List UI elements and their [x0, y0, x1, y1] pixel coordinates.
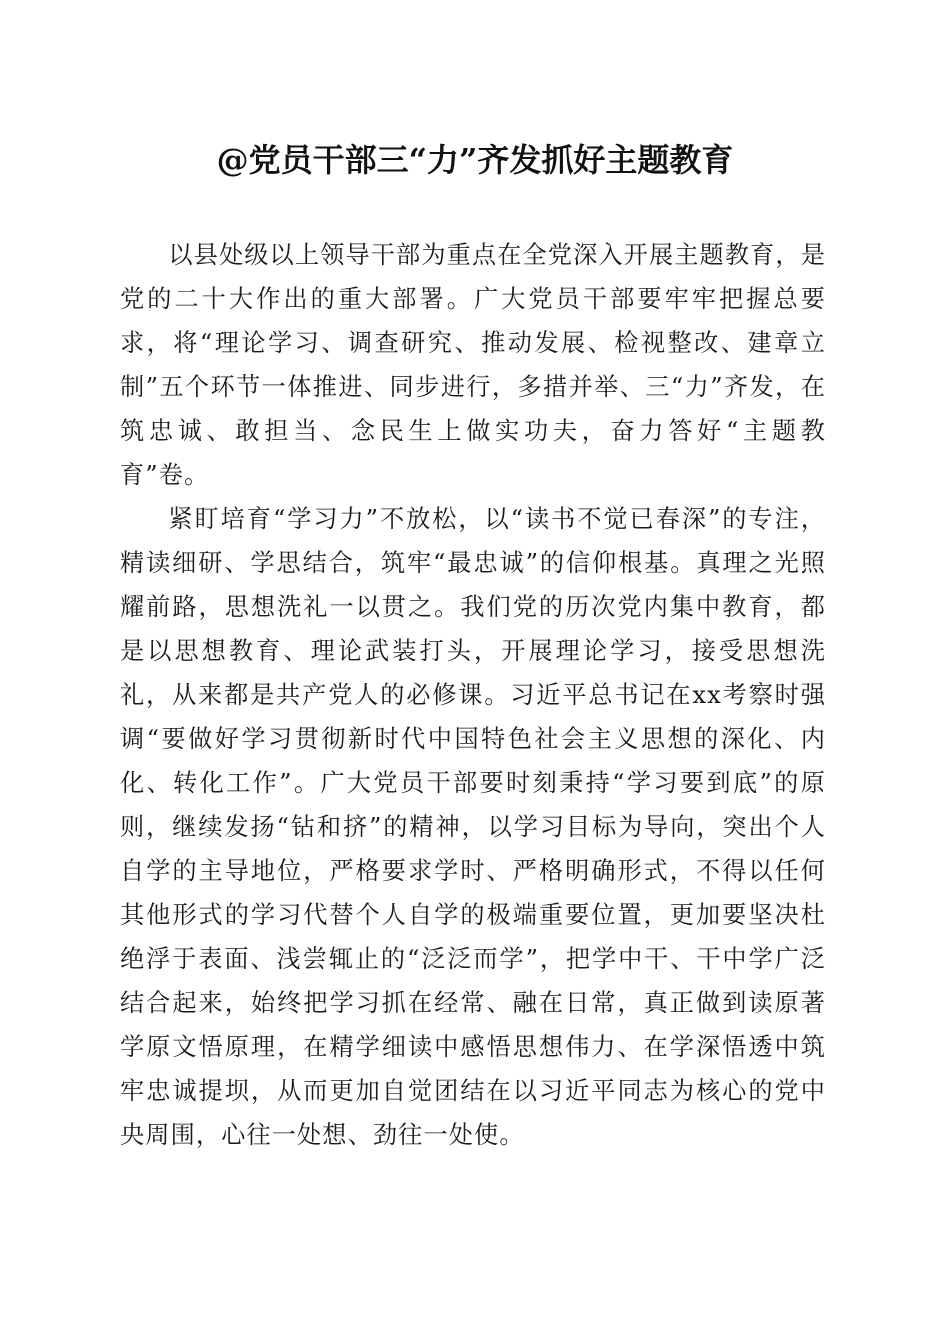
paragraph-learning: 紧盯培育“学习力”不放松，以“读书不觉已春深”的专注，精读细研、学思结合，筑牢“最忠诚”的信仰根基。真理之光照耀前路，思想洗礼一以贯之。我们党的历次党内集中教育，都是以思想教育、理论武装打头，开展理论学习，接受思想洗礼，从来都是共产党人的必修课。习近平总书记在xx考察时强调“要做好学习贯彻新时代中国特色社会主义思想的深化、内化、转化工作”。广大党员干部要时刻秉持“学习要到底”的原则，继续发扬“钻和挤”的精神，以学习目标为导向，突出个人自学的主导地位，严格要求学时、严格明确形式，不得以任何其他形式的学习代替个人自学的极端重要位置，更加要坚决杜绝浮于表面、浅尝辄止的“泛泛而学”，把学中干、干中学广泛结合起来，始终把学习抓在经常、融在日常，真正做到读原著学原文悟原理，在精学细读中感悟思想伟力、在学深悟透中筑牢忠诚提坝，从而更加自觉团结在以习近平同志为核心的党中央周围，心往一处想、劲往一处使。: [120, 505, 826, 1149]
document-title: @党员干部三“力”齐发抓好主题教育: [216, 141, 734, 179]
paragraph-intro: 以县处级以上领导干部为重点在全党深入开展主题教育，是党的二十大作出的重大部署。广大党员干部要牢牢把握总要求，将“理论学习、调查研究、推动发展、检视整改、建章立制”五个环节一体推进、同步进行，多措并举、三“力”齐发，在筑忠诚、敢担当、念民生上做实功夫，奋力答好“主题教育”卷。: [120, 241, 826, 489]
document-body: [120, 233, 826, 1157]
